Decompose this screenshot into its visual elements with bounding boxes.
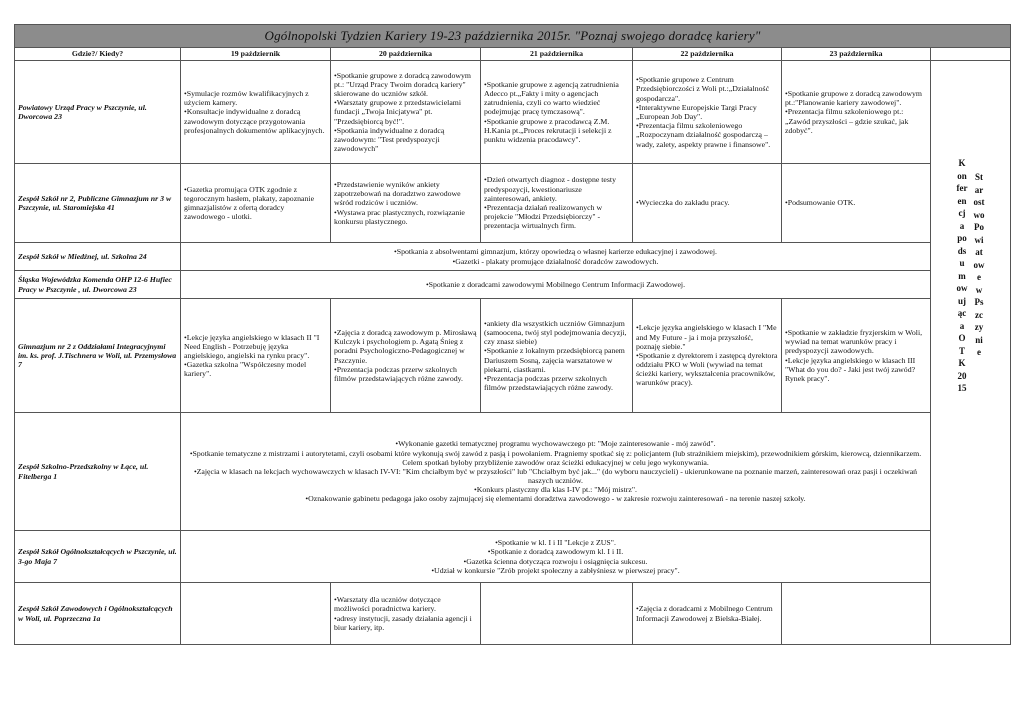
place-cell: Zespół Szkolno-Przedszkolny w Łące, ul. Fitelberga 1 xyxy=(15,413,181,531)
event-cell-19 xyxy=(181,583,331,645)
place-cell: Gimnazjum nr 2 z Oddziałami Integracyjnymi im. ks. prof. J.Tischnera w Woli, ul. Przemysłowa 7 xyxy=(15,299,181,413)
table-row xyxy=(15,413,1011,531)
event-cell-23 xyxy=(782,583,931,645)
event-cell-22: •Lekcje języka angielskiego w klasach I "Me and My Future - ja i moja przyszłość, poznaję siebie." •Spotkanie z dyrektorem i zastępcą dyrektora oddziału PKO w Woli (wywiad na temat ścieżki kariery, wykształcenia pracowników, warunków pracy). xyxy=(633,299,782,413)
event-cell-19: •Symulacje rozmów kwalifikacyjnych z użyciem kamery. •Konsultacje indywidualne z doradcą zawodowym dotyczące przygotowania profesjonalnych dokumentów aplikacyjnych. xyxy=(181,61,331,164)
table-row xyxy=(15,164,1011,243)
event-cell-19: •Lekcje języka angielskiego w klasach II "I Need English - Potrzebuję języka angielskiego, angielski na rynku pracy". •Gazetka szkolna "Współczesny model kariery". xyxy=(181,299,331,413)
place-cell: Zespół Szkół nr 2, Publiczne Gimnazjum nr 3 w Pszczynie, ul. Staromiejska 41 xyxy=(15,164,181,243)
col-header-23: 23 października xyxy=(782,48,931,61)
event-cell-21 xyxy=(481,583,633,645)
schedule-sheet xyxy=(14,24,1010,645)
event-cell-span: •Wykonanie gazetki tematycznej programu wychowawczego pt: "Moje zainteresowanie - mój zawód". •Spotkanie tematyczne z mistrzami i autorytetami, czyli osobami które wykonują swój zawód z pasją i powołaniem. Pragniemy spotkać się z: policjantem (lub strażnikiem miejskim), przewodnikiem górskim, kierowcą, dziennikarzem. Celem spotkań byłoby przybliżenie zawodów oraz ścieżki edukacyjnej w celu jego wykonywania. •Zajęcia w klasach na lekcjach wychowawczych w klasach IV-VI: "Kim chciałbym być w przyszłości" lub "Chciałbym być jak..." (do wyboru nauczycieli) - ukierunkowane na poznanie marzeń, zainteresowań oraz pasji i oczekiwań naszych uczniów. •Konkurs plastyczny dla klas I-IV pt.: "Mój mistrz". •Oznakowanie gabinetu pedagoga jako osoby zajmującej się elementami doradztwa zawodowego - w zakresie rozwoju zainteresowań - na terenie naszej szkoły. xyxy=(181,413,931,531)
place-cell: Powiatowy Urząd Pracy w Pszczynie, ul. Dworcowa 23 xyxy=(15,61,181,164)
event-cell-21: •Dzień otwartych diagnoz - dostępne testy predyspozycji, kwestionariusze zainteresowań, ankiety. •Prezentacja działań realizowanych w projekcie "Młodzi Przedsiębiorczy" - prezentacja wirtualnych firm. xyxy=(481,164,633,243)
event-cell-span: •Spotkanie z doradcami zawodowymi Mobilnego Centrum Informacji Zawodowej. xyxy=(181,271,931,299)
table-row xyxy=(15,61,1011,164)
event-cell-19: •Gazetka promująca OTK zgodnie z tegorocznym hasłem, plakaty, zapoznanie gimnazjalistów z ofertą doradcy zawodowego - ulotki. xyxy=(181,164,331,243)
table-row xyxy=(15,243,1011,271)
event-cell-21: •Spotkanie grupowe z agencją zatrudnienia Adecco pt.„Fakty i mity o agencjach zatrudnienia, czyli co warto wiedzieć podejmując pracę tymczasową". •Spotkanie grupowe z pracodawcą Z.M. H.Kania pt.„Proces rekrutacji i selekcji z punktu widzenia pracodawcy". xyxy=(481,61,633,164)
col-header-side xyxy=(931,48,1011,61)
event-cell-21: •ankiety dla wszystkich uczniów Gimnazjum (samoocena, twój styl podejmowania decyzji, czy znasz siebie) •Spotkanie z lokalnym przedsiębiorcą panem Dariuszem Sosną, zajęcia warsztatowe w piekarni, ciastkarni. •Prezentacja podczas przerw szkolnych filmów przedstawiających różne zawody. xyxy=(481,299,633,413)
side-label-conference: Konferencja podsumowująca OTK 2015 xyxy=(956,158,968,393)
event-cell-span: •Spotkanie w kl. I i II "Lekcje z ZUS". •Spotkanie z doradcą zawodowym kl. I i II. •Gazetka ścienna dotycząca rozwoju i osiągnięcia sukcesu. •Udział w konkursie "Zrób projekt społeczny a zabłyśniesz w pierwszej pracy". xyxy=(181,531,931,583)
schedule-table xyxy=(14,24,1011,645)
event-cell-23: •Podsumowanie OTK. xyxy=(782,164,931,243)
place-cell: Zespół Szkół Ogólnokształcących w Pszczynie, ul. 3-go Maja 7 xyxy=(15,531,181,583)
event-cell-20: •Przedstawienie wyników ankiety zapotrzebowań na doradztwo zawodowe wśród rodziców i uczniów. •Wystawa prac plastycznych, rozwiązanie konkursu plastycznego. xyxy=(331,164,481,243)
side-column xyxy=(931,61,1011,645)
table-row xyxy=(15,583,1011,645)
table-row xyxy=(15,531,1011,583)
event-cell-22: •Spotkanie grupowe z Centrum Przedsiębiorczości z Woli pt.:„Działalność gospodarcza". •Interaktywne Europejskie Targi Pracy „European Job Day". •Prezentacja filmu szkoleniowego „Rozpoczynam działalność gospodarczą – wady, zalety, aspekty prawne i finansowe". xyxy=(633,61,782,164)
table-row xyxy=(15,299,1011,413)
page-title: Ogólnopolski Tydzien Kariery 19-23 października 2015r. "Poznaj swojego doradcę kariery" xyxy=(15,25,1011,48)
col-header-20: 20 października xyxy=(331,48,481,61)
event-cell-23: •Spotkanie w zakładzie fryzjerskim w Woli, wywiad na temat warunków pracy i predyspozycji zawodowych. •Lekcje języka angielskiego w klasach III "What do you do? - Jaki jest twój zawód? Rynek pracy". xyxy=(782,299,931,413)
event-cell-22: •Zajęcia z doradcami z Mobilnego Centrum Informacji Zawodowej z Bielska-Białej. xyxy=(633,583,782,645)
event-cell-20: •Zajęcia z doradcą zawodowym p. Mirosławą Kulczyk i psychologiem p. Agatą Śnieg z poradni Psychologiczno-Pedagogicznej w Pszczynie. •Prezentacja podczas przerw szkolnych filmów przedstawiających różne zawody. xyxy=(331,299,481,413)
event-cell-20: •Warsztaty dla uczniów dotyczące możliwości poradnictwa kariery. •adresy instytucji, zasady działania agencji i biur kariery, itp. xyxy=(331,583,481,645)
col-header-21: 21 października xyxy=(481,48,633,61)
event-cell-20: •Spotkanie grupowe z doradcą zawodowym pt.: "Urząd Pracy Twoim doradcą kariery" skierowane do uczniów szkół. •Warsztaty grupowe z przedstawicielami fundacji „Twoja Inicjatywa" pt. "Przedsiębiorcą być!". •Spotkania indywidualne z doradcą zawodowym: "Test predyspozycji zawodowych" xyxy=(331,61,481,164)
header-row xyxy=(15,48,1011,61)
place-cell: Zespół Szkół Zawodowych i Ogólnokształcących w Woli, ul. Poprzeczna 1a xyxy=(15,583,181,645)
col-header-where: Gdzie?/ Kiedy? xyxy=(15,48,181,61)
event-cell-span: •Spotkania z absolwentami gimnazjum, którzy opowiedzą o własnej karierze edukacyjnej i zawodowej. •Gazetki - plakaty promujące działalność doradców zawodowych. xyxy=(181,243,931,271)
table-row xyxy=(15,271,1011,299)
col-header-22: 22 października xyxy=(633,48,782,61)
event-cell-23: •Spotkanie grupowe z doradcą zawodowym pt.:"Planowanie kariery zawodowej". •Prezentacja filmu szkoleniowego pt.:„Zawód przyszłości – gdzie szukać, jak zdobyć". xyxy=(782,61,931,164)
event-cell-22: •Wycieczka do zakładu pracy. xyxy=(633,164,782,243)
side-label-starostwo: Starostwo Powiatowe w Pszczynie xyxy=(973,172,985,357)
place-cell: Śląska Wojewódzka Komenda OHP 12-6 Hufiec Pracy w Pszczynie , ul. Dworcowa 23 xyxy=(15,271,181,299)
place-cell: Zespół Szkół w Miedźnej, ul. Szkolna 24 xyxy=(15,243,181,271)
col-header-19: 19 październik xyxy=(181,48,331,61)
